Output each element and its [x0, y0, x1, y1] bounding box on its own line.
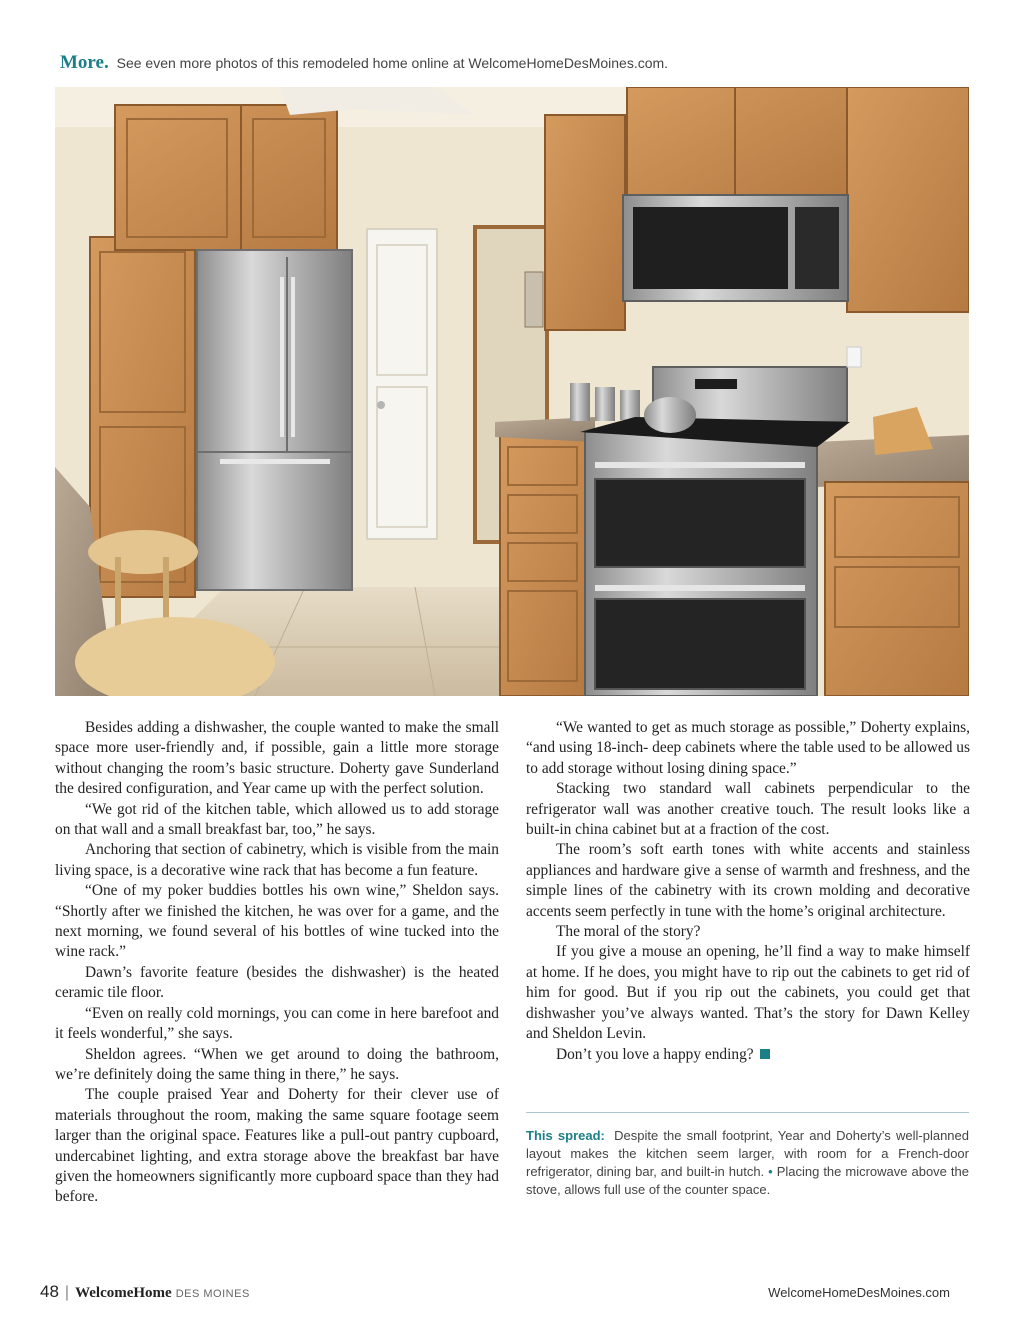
article-paragraph: Dawn’s favorite feature (besides the dishwasher) is the heated ceramic tile floor. — [55, 963, 499, 1002]
article-column-right — [526, 718, 970, 1065]
lower-cabinets-left — [500, 432, 585, 696]
bar-stool-top — [88, 530, 198, 574]
more-photos-note — [60, 52, 980, 74]
article-paragraph: Stacking two standard wall cabinets perpendicular to the refrigerator wall was another creative touch. The result looks like a built-in china cabinet but at a fraction of the cost. — [526, 780, 970, 839]
caption-bullet: • — [768, 1164, 773, 1179]
article-paragraph: If you give a mouse an opening, he’ll find a way to make himself at home. If he does, you might have to rip out the cabinets to get rid of him for good. But if you rip out the cabinets, you could get that dishwasher you’ve always wanted. That’s the story for Dawn Kelley and Sheldon Levin. — [526, 943, 970, 1043]
article-paragraph: The couple praised Year and Doherty for their clever use of materials throughout the room, making the same square footage seem larger than the original space. Features like a pull-out pantry cupboard, undercabinet lighting, and extra storage above the breakfast bar have given the homeowners significantly more cupboard space than they had before. — [55, 1086, 499, 1206]
article-paragraph: Anchoring that section of cabinetry, which is visible from the main living space, is a decorative wine rack that has become a fun feature. — [55, 841, 499, 879]
footer-url: WelcomeHomeDesMoines.com — [768, 1285, 950, 1300]
article-column-left — [55, 718, 499, 1208]
article-paragraph: “One of my poker buddies bottles his own wine,” Sheldon says. “Shortly after we finished the kitchen, he was over for a game, and the next morning, we found several of his bottles of wine tucked into the wine rack.” — [55, 882, 499, 961]
tea-kettle — [644, 397, 696, 433]
article-final-paragraph — [526, 1045, 970, 1065]
article-paragraph: The moral of the story? — [556, 923, 701, 941]
final-sentence: Don’t you love a happy ending? — [556, 1045, 754, 1063]
more-label: More. — [60, 52, 109, 73]
french-door-refrigerator — [197, 250, 352, 590]
footer-separator: | — [64, 1284, 70, 1301]
article-paragraph: “Even on really cold mornings, you can come in here barefoot and it feels wonderful,” she says. — [55, 1004, 499, 1043]
article-paragraph: “We got rid of the kitchen table, which allowed us to add storage on that wall and a small breakfast bar, too,” he says. — [55, 800, 499, 839]
page-footer-left — [40, 1282, 250, 1302]
article-paragraph: Besides adding a dishwasher, the couple wanted to make the small space more user-friendly and, if possible, gain a little more storage without changing the room’s basic structure. Doherty gave Sunderland the desired configuration, and Year came up with the perfect solution. — [55, 719, 499, 798]
caption-divider — [526, 1112, 969, 1113]
caption-label: This spread: — [526, 1128, 605, 1143]
more-text: See even more photos of this remodeled home online at WelcomeHomeDesMoines.com. — [116, 55, 669, 71]
caption-text-1: Despite the small footprint, Year and Doherty’s well-planned layout makes the kitchen seem larger, with room for a French-door refrigerator, dining bar, and built-in hutch. — [526, 1128, 969, 1179]
article-paragraph: Sheldon agrees. “When we get around to doing the bathroom, we’re definitely doing the same thing in there,” he says. — [55, 1045, 499, 1083]
magazine-brand-sub: DES MOINES — [175, 1288, 250, 1300]
magazine-brand: WelcomeHome — [75, 1285, 172, 1301]
kitchen-photo — [55, 87, 969, 696]
caption-text-2: Placing the microwave above the stove, allows full use of the counter space. — [526, 1164, 969, 1197]
upper-cabinets-right — [545, 115, 625, 330]
photo-caption — [526, 1127, 969, 1199]
lower-cabinets-right — [825, 482, 969, 696]
article-paragraph: “We wanted to get as much storage as possible,” Doherty explains, “and using 18-inch- deep cabinets where the table used to be allowed us to add storage without losing dining space.” — [526, 719, 970, 777]
article-paragraph: The room’s soft earth tones with white accents and stainless appliances and hardware give a sense of warmth and freshness, and the simple lines of the cabinetry with its crown molding and decorative accents seem perfectly in tune with the home’s original architecture. — [526, 841, 970, 920]
end-of-article-mark — [760, 1049, 770, 1059]
page-number: 48 — [40, 1282, 59, 1301]
